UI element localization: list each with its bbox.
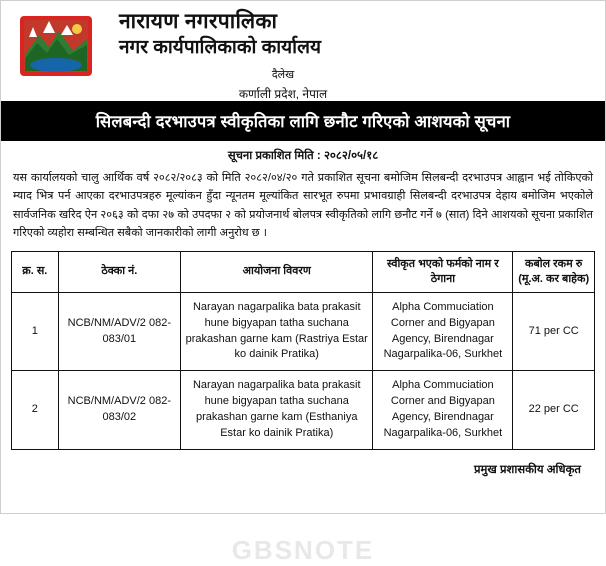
column-header-description: आयोजना विवरण — [181, 251, 373, 292]
cell-amount: 71 per CC — [513, 292, 595, 371]
notice-table — [11, 251, 595, 450]
table-row — [12, 292, 595, 371]
cell-contract-no: NCB/NM/ADV/2 082-083/02 — [58, 371, 180, 450]
header-titles — [119, 9, 595, 61]
organization-name-line1: नारायण नगरपालिका — [119, 10, 278, 33]
nepal-government-emblem-icon — [19, 15, 93, 77]
cell-contract-no: NCB/NM/ADV/2 082-083/01 — [58, 292, 180, 371]
cell-serial: 1 — [12, 292, 59, 371]
cell-description: Narayan nagarpalika bata prakasit hune bigyapan tatha suchana prakashan garne kam (Rastriya Estar ko dainik Pratika) — [181, 292, 373, 371]
signature-designation: प्रमुख प्रशासकीय अधिकृत — [473, 464, 581, 477]
cell-serial: 2 — [12, 371, 59, 450]
province-name: कर्णाली प्रदेश, नेपाल — [238, 86, 328, 101]
cell-amount: 22 per CC — [513, 371, 595, 450]
watermark-text: GBSNOTE — [231, 534, 375, 565]
column-header-amount: कबाेल रकम रु (मू.अ. कर बाहेक) — [513, 251, 595, 292]
cell-firm-name: Alpha Commuciation Corner and Bigyapan Agency, Birendnagar Nagarpalika-06, Surkhet — [373, 371, 513, 450]
publish-date: सूचना प्रकाशित मिति : २०८२/०५/१८ — [227, 150, 379, 162]
table-row — [12, 371, 595, 450]
cell-firm-name: Alpha Commuciation Corner and Bigyapan Agency, Birendnagar Nagarpalika-06, Surkhet — [373, 292, 513, 371]
organization-name-line2: नगर कार्यपालिकाको कार्यालय — [119, 37, 322, 59]
column-header-serial: क्र. स. — [12, 251, 59, 292]
notice-body-paragraph: यस कार्यालयको चालु आर्थिक वर्ष २०८२/२०८३ को मिति २०८२/०४/२० गते प्रकाशित सूचना बमोजिम सिलबन्दी दरभाउपत्र आह्वान भई तोकिएको म्याद भित्र पर्न आएका दरभाउपत्रहरु मूल्यांकन हुँदा न्यूनतम मूल्यांकित सारभूत रुपमा प्रभावग्राही सिलबन्दी दरभाउपत्र देहाय बमोजिम भएकोले सार्वजनिक खरिद ऐन २०६३ को दफा २७ को उपदफा २ को प्रयोजनार्थ बोलपत्र स्वीकृतिको लागि छनौट गर्ने ७ (सात) दिने आशयको सूचना प्रकाशित गरिएको व्यहोरा सम्बन्धित सबैको जानकारीको लागी अनुरोध छ । — [13, 172, 593, 240]
place-name: दैलेख — [271, 68, 295, 81]
cell-description: Narayan nagarpalika bata prakasit hune bigyapan tatha suchana prakashan garne kam (Esthaniya Estar ko dainik Pratika) — [181, 371, 373, 450]
column-header-firm-name: स्वीकृत भएकाे फर्मकाे नाम र ठेगाना — [373, 251, 513, 292]
table-header-row — [12, 251, 595, 292]
document-header — [1, 1, 605, 101]
column-header-contract-no: ठेक्का नं. — [58, 251, 180, 292]
notice-banner-title: सिलबन्दी दरभाउपत्र स्वीकृतिका लागि छनौट गरिएको आशयको सूचना — [1, 101, 605, 141]
